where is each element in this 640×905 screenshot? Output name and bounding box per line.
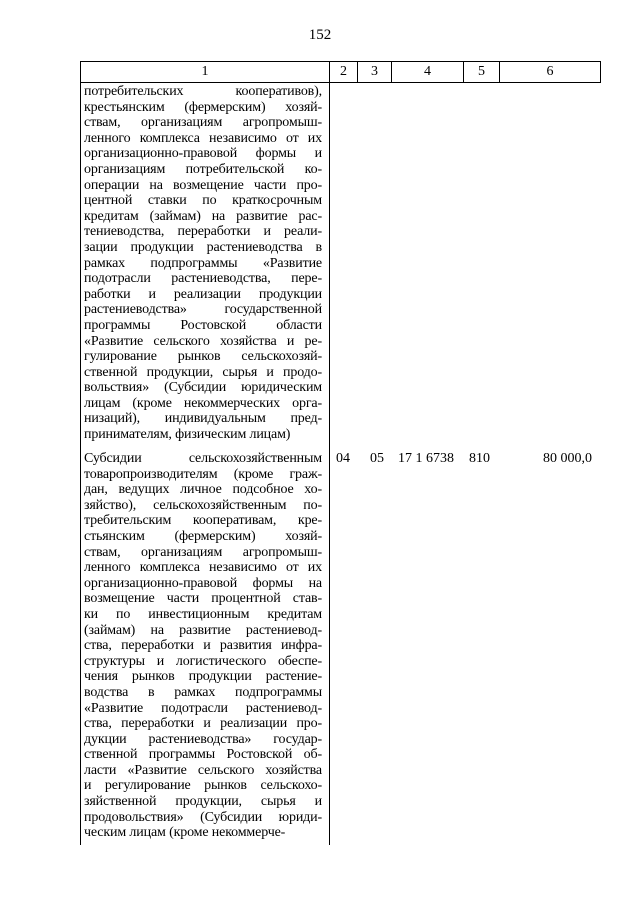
description-line: продовольствия» (Субсидии юриди- <box>84 809 322 825</box>
amount-value: 80 000,0 <box>543 451 592 466</box>
description-line: ки по инвестиционным кредитам <box>84 606 322 622</box>
description-line: стьянским (фермерским) хозяй- <box>84 528 322 544</box>
description-line: центной ставки по краткосрочным <box>84 193 322 209</box>
description-line: крестьянским (фермерским) хозяй- <box>84 99 322 115</box>
description-line: ственной программы Ростовской об- <box>84 747 322 763</box>
description-line: зяйство), сельскохозяйственным по- <box>84 497 322 513</box>
table-row-description <box>84 451 322 841</box>
description-line: рамках подпрограммы «Развитие <box>84 255 322 271</box>
description-line: Субсидии сельскохозяйственным <box>84 451 322 466</box>
description-line: операции на возмещение части про- <box>84 177 322 193</box>
description-line: организационно-правовой формы и <box>84 146 322 162</box>
column-header-6: 6 <box>499 61 601 83</box>
description-line: ствам, организациям агропромыш- <box>84 544 322 560</box>
description-line: гулирование рынков сельскохозяй- <box>84 349 322 365</box>
column-header-3: 3 <box>357 61 392 83</box>
description-line: ства, переработки и развития инфра- <box>84 638 322 654</box>
description-line: потребительских кооперативов), <box>84 84 322 99</box>
description-line: «Развитие сельского хозяйства и ре- <box>84 333 322 349</box>
description-line: кредитам (займам) на развитие рас- <box>84 208 322 224</box>
description-line: подотрасли растениеводства, пере- <box>84 271 322 287</box>
description-line: ленного комплекса независимо от их <box>84 560 322 576</box>
page-number: 152 <box>308 27 332 43</box>
description-line: дан, ведущих личное подсобное хо- <box>84 482 322 498</box>
column-header-2: 2 <box>329 61 358 83</box>
description-line: низаций), индивидуальным пред- <box>84 411 322 427</box>
description-line: ленного комплекса независимо от их <box>84 130 322 146</box>
description-line: организациям потребительской ко- <box>84 161 322 177</box>
column-header-1: 1 <box>80 61 330 83</box>
description-line: ствам, организациям агропромыш- <box>84 115 322 131</box>
section-code: 04 <box>336 451 350 466</box>
description-line: тениеводства, переработки и реали- <box>84 224 322 240</box>
description-line: чения рынков продукции растение- <box>84 669 322 685</box>
subsection-code: 05 <box>370 451 384 466</box>
description-line: ственной продукции, сырья и продо- <box>84 364 322 380</box>
description-line: водства в рамках подпрограммы <box>84 684 322 700</box>
description-line: ства, переработки и реализации про- <box>84 716 322 732</box>
column-header-4: 4 <box>391 61 464 83</box>
column-header-5: 5 <box>463 61 500 83</box>
description-line: зации продукции растениеводства в <box>84 239 322 255</box>
description-line: структуры и логистического обеспе- <box>84 653 322 669</box>
description-line: товаропроизводителям (кроме граж- <box>84 466 322 482</box>
description-line: вольствия» (Субсидии юридическим <box>84 380 322 396</box>
description-line: дукции растениеводства» государ- <box>84 731 322 747</box>
table-left-border <box>80 82 81 845</box>
table-column-divider <box>329 82 330 845</box>
expense-type-code: 810 <box>469 451 490 466</box>
description-line: растениеводства» государственной <box>84 302 322 318</box>
description-line: программы Ростовской области <box>84 317 322 333</box>
description-line: ласти «Развитие сельского хозяйства <box>84 762 322 778</box>
description-line: (займам) на развитие растениевод- <box>84 622 322 638</box>
description-line: возмещение части процентной став- <box>84 591 322 607</box>
description-line: ческим лицам (кроме некоммерче- <box>84 825 286 841</box>
description-line: принимателям, физическим лицам) <box>84 427 291 443</box>
description-line: «Развитие подотрасли растениевод- <box>84 700 322 716</box>
description-line: лицам (кроме некоммерческих орга- <box>84 395 322 411</box>
table-row-description <box>84 84 322 443</box>
description-line: работки и реализации продукции <box>84 286 322 302</box>
description-line: и регулирование рынков сельскохо- <box>84 778 322 794</box>
target-article-code: 17 1 6738 <box>398 451 454 466</box>
description-line: зяйственной продукции, сырья и <box>84 794 322 810</box>
description-line: организационно-правовой формы на <box>84 575 322 591</box>
description-line: требительским кооперативам, кре- <box>84 513 322 529</box>
